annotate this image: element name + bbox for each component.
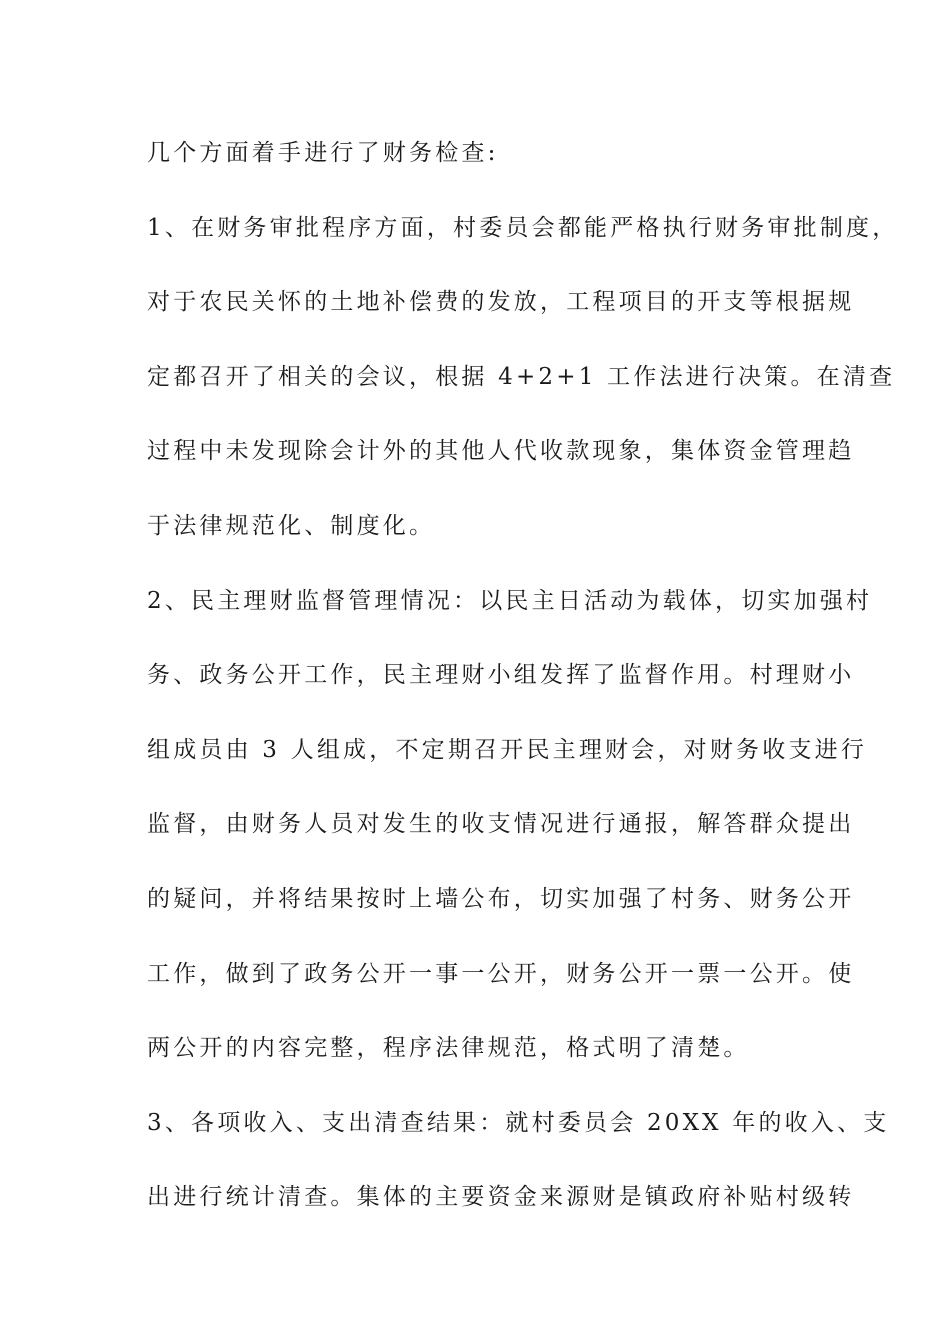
text-line: 几个方面着手进行了财务检查:: [147, 140, 499, 166]
text-line: 于法律规范化、制度化。: [147, 512, 436, 539]
body-text: [147, 133, 899, 1252]
text-line: 对于农民关怀的土地补偿费的发放，工程项目的开支等根据规: [147, 289, 855, 316]
text-line: 2、民主理财监督管理情况：以民主日活动为载体，切实加强村: [147, 587, 873, 614]
text-line: 两公开的内容完整，程序法律规范，格式明了清楚。: [147, 1035, 750, 1062]
text-line: 务、政务公开工作，民主理财小组发挥了监督作用。村理财小: [147, 662, 855, 689]
text-line: 1、在财务审批程序方面，村委员会都能严格执行财务审批制度，: [147, 214, 899, 241]
text-line: 的疑问，并将结果按时上墙公布，切实加强了村务、财务公开: [147, 885, 855, 912]
text-line: 监督，由财务人员对发生的收支情况进行通报，解答群众提出: [147, 811, 855, 838]
text-line: 出进行统计清查。集体的主要资金来源财是镇政府补贴村级转: [147, 1184, 855, 1211]
text-line: 组成员由 3 人组成，不定期召开民主理财会，对财务收支进行: [147, 736, 868, 763]
text-line: 工作，做到了政务公开一事一公开，财务公开一票一公开。使: [147, 960, 855, 987]
text-line: 3、各项收入、支出清查结果：就村委员会 20XX 年的收入、支: [147, 1109, 890, 1136]
text-line: 过程中未发现除会计外的其他人代收款现象，集体资金管理趋: [147, 438, 855, 465]
text-line: 定都召开了相关的会议，根据 4+2+1 工作法进行决策。在清查: [147, 363, 896, 390]
